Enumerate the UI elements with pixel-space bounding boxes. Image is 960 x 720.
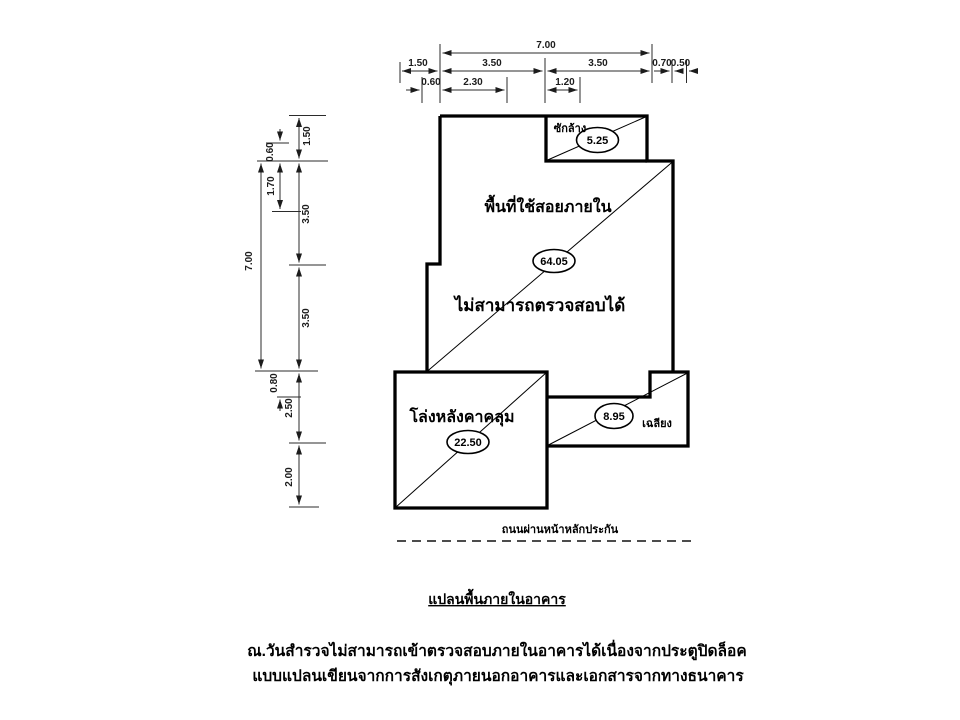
dim-left-bay-lower: 3.50: [301, 308, 312, 328]
dim-left-lower-a: 2.50: [284, 398, 295, 418]
road-label: ถนนผ่านหน้าหลักประกัน: [501, 524, 619, 536]
dim-left-top: 1.50: [302, 126, 313, 146]
dim-left-sub-bottom: 0.80: [269, 373, 280, 393]
dim-left-total: 7.00: [244, 251, 255, 271]
porch-area-value: 8.95: [603, 411, 625, 423]
interior-area-label: พื้นที่ใช้สอยภายใน: [484, 199, 612, 216]
note-line-1: ณ.วันสำรวจไม่สามารถเข้าตรวจสอบภายในอาคารได้เนื่องจากประตูปิดล็อค: [247, 643, 747, 660]
dim-top-offset-left: 1.50: [408, 58, 428, 69]
left-dimension-lines: [261, 118, 299, 505]
dim-left-sub-mid: 1.70: [266, 176, 277, 196]
open-roofed-area-label: โล่งหลังคาคลุม: [409, 409, 515, 426]
interior-note-label: ไม่สามารถตรวจสอบได้: [454, 296, 626, 315]
dim-left-sub-top: 0.60: [265, 142, 276, 162]
wash-room-label: ซักล้าง: [553, 123, 587, 135]
dim-top-sub-left: 0.60: [421, 77, 441, 88]
dim-top-sub-b: 1.20: [555, 77, 575, 88]
wash-area-value: 5.25: [586, 135, 609, 147]
dim-top-offset-right-b: 0.50: [670, 58, 691, 69]
left-dimension-extension-lines: [255, 116, 328, 508]
dim-left-bay-upper: 3.50: [301, 204, 312, 224]
note-line-2: แบบแปลนเขียนจากการสังเกตุภายนอกอาคารและเอกสารจากทางธนาคาร: [252, 668, 744, 685]
porch-label: เฉลียง: [642, 418, 672, 430]
interior-area-value: 64.05: [540, 256, 568, 268]
dim-left-lower-b: 2.00: [284, 467, 295, 487]
dim-top-bay-left: 3.50: [482, 58, 502, 69]
dim-top-bay-right: 3.50: [588, 58, 608, 69]
main-outline-wall: [440, 116, 673, 372]
dim-top-total: 7.00: [536, 40, 556, 51]
dim-top-offset-right-a: 0.70: [652, 58, 672, 69]
left-wall: [427, 116, 440, 372]
open-roofed-area-value: 22.50: [454, 437, 482, 449]
dim-top-sub-a: 2.30: [463, 77, 483, 88]
plan-title: แปลนพื้นภายในอาคาร: [428, 591, 566, 607]
